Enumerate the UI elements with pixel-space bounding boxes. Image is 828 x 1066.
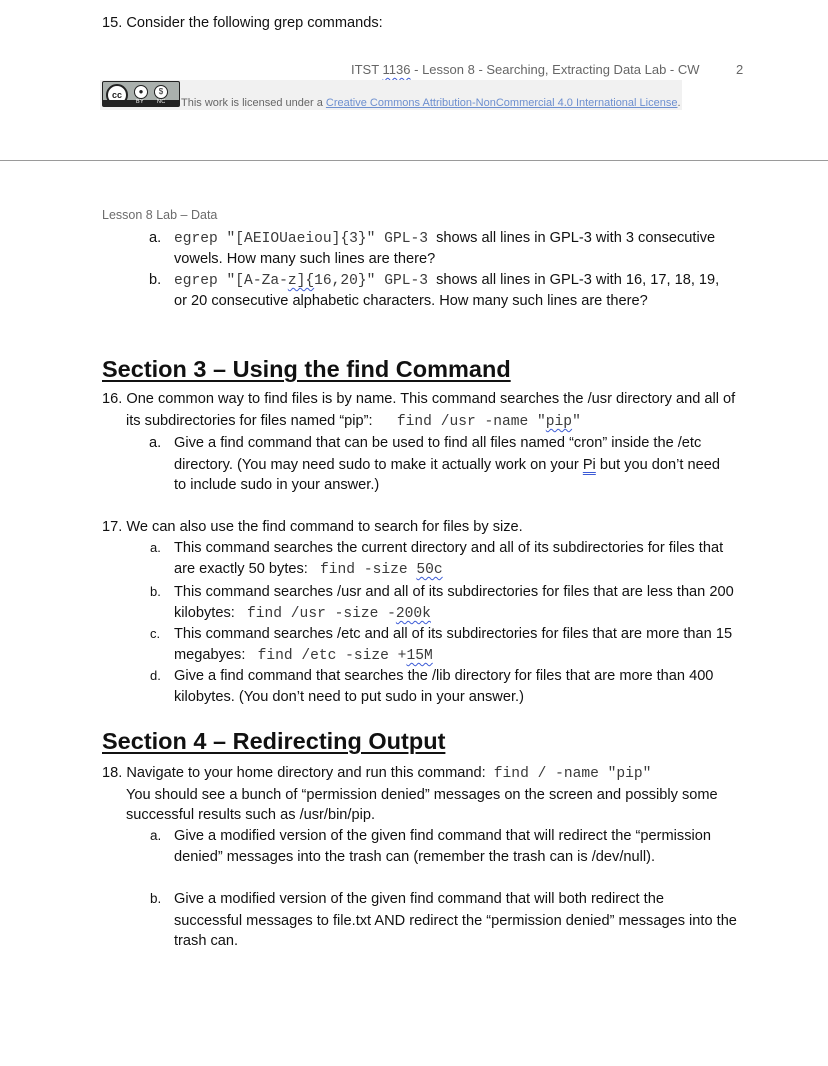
- q15a-text1: shows all lines in GPL-3 with 3 consecutive: [436, 230, 716, 246]
- q15b-command: [174, 273, 428, 289]
- section-3-heading: Section 3 – Using the find Command: [102, 356, 511, 382]
- q16-text: its subdirectories for files named “pip”:: [126, 413, 373, 429]
- q17b-cmd-b: 200k: [395, 606, 431, 622]
- q17b-line2: [174, 602, 431, 625]
- q17b-text: kilobytes:: [174, 605, 235, 621]
- q16-line2: [126, 410, 581, 433]
- q17d-line2: kilobytes. (You don’t need to put sudo in your answer.): [174, 689, 524, 705]
- q17b-label: b.: [150, 584, 161, 599]
- q18-line1: [102, 762, 651, 785]
- q17b-line1: This command searches /usr and all of its subdirectories for files that are less than 200: [174, 584, 734, 600]
- q18b-label: b.: [150, 891, 162, 906]
- q16a-line2: [174, 454, 720, 476]
- q18-line2: You should see a bunch of “permission denied” messages on the screen and possibly some: [126, 787, 718, 803]
- q16-command: [397, 414, 581, 430]
- q16-line1: 16. One common way to find files is by name. This command searches the /usr directory and all of: [102, 391, 736, 407]
- license-link[interactable]: Creative Commons Attribution-NonCommercial 4.0 International License: [325, 97, 678, 109]
- q15b-text2: or 20 consecutive alphabetic characters. How many such lines are there?: [174, 293, 648, 309]
- q15b-cmd-c: 16,20}" GPL-3: [314, 273, 428, 289]
- page-break-divider: [0, 160, 828, 161]
- section-4-heading: Section 4 – Redirecting Output: [102, 728, 446, 754]
- q16a-line3: to include sudo in your answer.): [174, 477, 380, 493]
- badge-nc-label: NC: [157, 99, 166, 105]
- q15a-line1: [174, 227, 715, 250]
- q17b-command: [247, 606, 431, 622]
- license-text: This work is licensed under a: [181, 97, 326, 109]
- q17c-cmd-b: 15M: [406, 648, 433, 664]
- q17d-line1: Give a find command that searches the /lib directory for files that are more than 400: [174, 668, 714, 684]
- q17a-text: are exactly 50 bytes:: [174, 561, 308, 577]
- q15b-label: b.: [149, 272, 162, 288]
- q17a-cmd-b: 50c: [416, 562, 443, 578]
- license-statement: [181, 97, 681, 109]
- q17a-label: a.: [150, 540, 161, 555]
- license-end: .: [677, 97, 681, 109]
- q17c-label: c.: [150, 626, 161, 641]
- creative-commons-badge: [102, 81, 180, 107]
- q17-line1: 17. We can also use the find command to search for files by size.: [102, 519, 523, 535]
- q18a-line1: Give a modified version of the given find command that will redirect the “permission: [174, 828, 711, 844]
- q17a-cmd-a: find -size: [320, 562, 417, 578]
- q17b-cmd-a: find /usr -size -: [247, 606, 396, 622]
- q15a-command: egrep "[AEIOUaeiou]{3}" GPL-3: [174, 231, 428, 247]
- question-15-heading: 15. Consider the following grep commands:: [102, 15, 383, 31]
- q15b-line1: [174, 269, 719, 292]
- page-header: [351, 62, 700, 77]
- q15a-label: a.: [149, 230, 162, 246]
- page-number: 2: [736, 62, 744, 77]
- q16a-line1: Give a find command that can be used to find all files named “cron” inside the /etc: [174, 435, 702, 451]
- q17a-command: [320, 562, 443, 578]
- q16-cmd-a: find /usr -name ": [396, 414, 546, 430]
- q18b-line2: successful messages to file.txt AND redirect the “permission denied” messages into the: [174, 913, 737, 929]
- q17c-cmd-a: find /etc -size +: [257, 648, 407, 664]
- q15b-cmd-b: z]{: [287, 273, 315, 289]
- attribution-icon: ●: [134, 85, 148, 99]
- q18a-line2: denied” messages into the trash can (remember the trash can is /dev/null).: [174, 849, 656, 865]
- q18-text: 18. Navigate to your home directory and run this command:: [102, 765, 486, 781]
- q18b-line3: trash can.: [174, 933, 239, 949]
- badge-by-label: BY: [136, 99, 144, 105]
- q18b-line1: Give a modified version of the given find command that will both redirect the: [174, 891, 664, 907]
- header-prefix: ITST: [351, 62, 383, 77]
- cc-icon: cc: [106, 84, 128, 106]
- q17d-label: d.: [150, 668, 161, 683]
- q17c-line1: This command searches /etc and all of its subdirectories for files that are more than 15: [174, 626, 733, 642]
- q18-line3: successful results such as /usr/bin/pip.: [126, 807, 376, 823]
- q17c-line2: [174, 644, 433, 667]
- q17c-text: megabyes:: [174, 647, 246, 663]
- q18a-label: a.: [150, 828, 162, 843]
- header-title: - Lesson 8 - Searching, Extracting Data Lab - CW: [410, 62, 700, 77]
- q15b-text1: shows all lines in GPL-3 with 16, 17, 18, 19,: [436, 272, 720, 288]
- q16a-line2c: but you don’t need: [595, 457, 720, 473]
- q16-cmd-c: ": [572, 414, 581, 430]
- q16-cmd-b: pip: [545, 414, 573, 430]
- header-course-number: 1136: [382, 62, 411, 77]
- q17a-line2: [174, 558, 443, 581]
- q16a-pi: Pi: [582, 457, 596, 473]
- noncommercial-icon: $: [154, 85, 168, 99]
- q16a-line2a: directory. (You may need sudo to make it actually work on your: [174, 457, 583, 473]
- q18-command: find / -name "pip": [493, 766, 652, 782]
- running-header: Lesson 8 Lab – Data: [102, 208, 218, 222]
- q16a-label: a.: [149, 435, 162, 451]
- q17c-command: [258, 648, 433, 664]
- q17a-line1: This command searches the current directory and all of its subdirectories for files that: [174, 540, 724, 556]
- q15b-cmd-a: egrep "[A-Za-: [174, 273, 288, 289]
- q15a-text2: vowels. How many such lines are there?: [174, 251, 436, 267]
